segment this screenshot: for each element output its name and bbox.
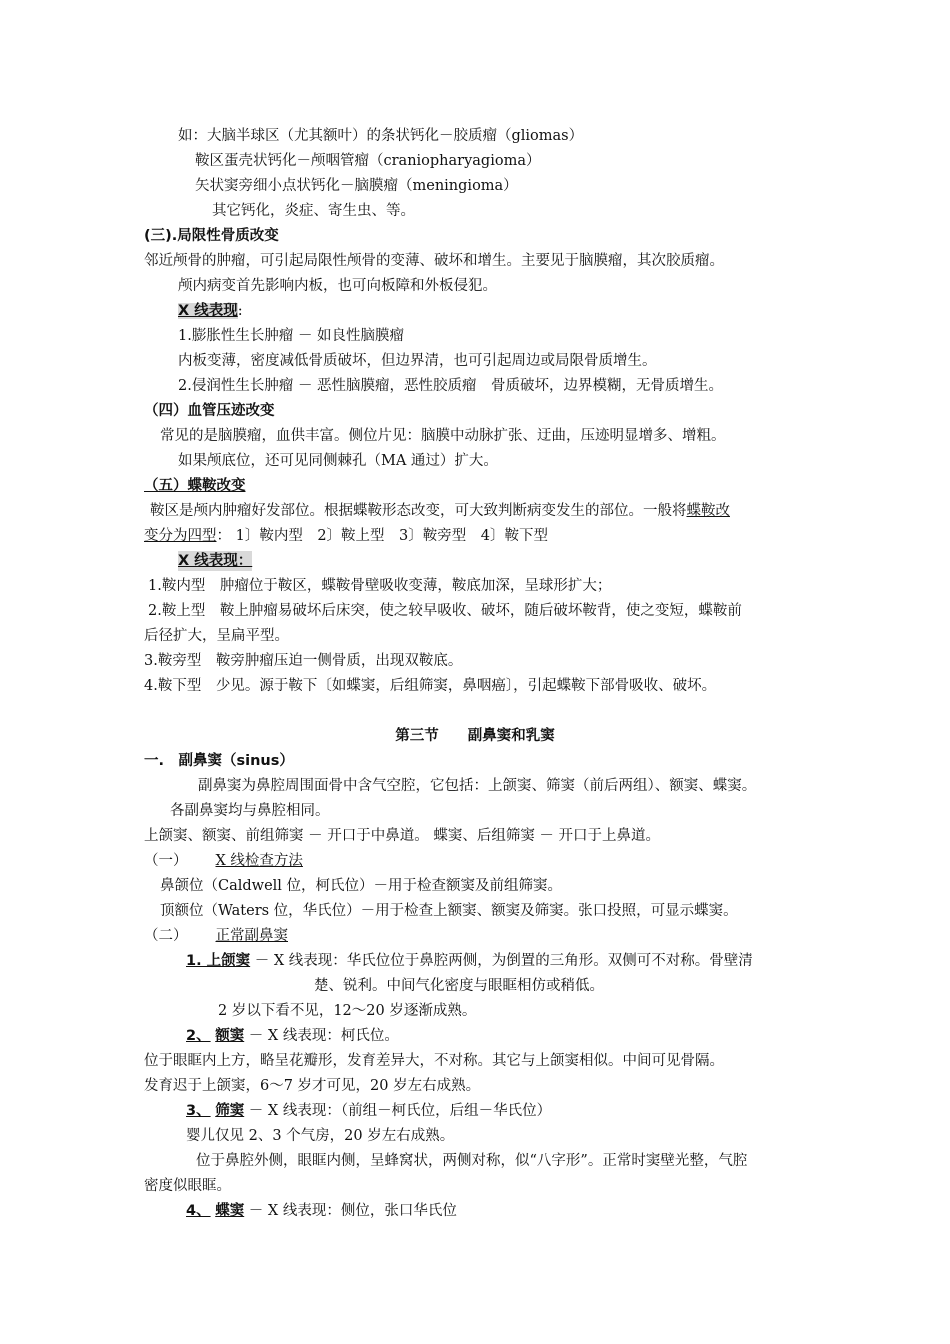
text-line: 婴儿仅见 2、3 个气房，20 岁左右成熟。 bbox=[186, 1128, 455, 1144]
text-line: 3.鞍旁型 鞍旁肿瘤压迫一侧骨质，出现双鞍底。 bbox=[144, 653, 463, 669]
text-span: － X 线表现：侧位，张口华氏位 bbox=[244, 1203, 457, 1219]
sub-title: 正常副鼻窦 bbox=[215, 928, 288, 944]
text-line bbox=[150, 501, 730, 521]
text-line: 2.侵润性生长肿瘤 － 恶性脑膜瘤，恶性胶质瘤 骨质破坏，边界模糊，无骨质增生。 bbox=[178, 378, 724, 394]
text-line: 2 岁以下看不见，12～20 岁逐渐成熟。 bbox=[218, 1003, 477, 1019]
text-line: 1.膨胀性生长肿瘤 － 如良性脑膜瘤 bbox=[178, 328, 405, 344]
sinus-number: 2、 bbox=[186, 1028, 211, 1044]
text-line: 颅内病变首先影响内板，也可向板障和外板侵犯。 bbox=[178, 278, 497, 294]
text-line: 发育迟于上颌窦，6～7 岁才可见，20 岁左右成熟。 bbox=[144, 1078, 481, 1094]
colon: : bbox=[237, 303, 243, 319]
text-line: 矢状窦旁细小点状钙化－脑膜瘤（meningioma） bbox=[195, 178, 518, 194]
text-span: － X 线表现：柯氏位。 bbox=[244, 1028, 399, 1044]
sinus-label: 蝶窦 bbox=[215, 1203, 245, 1219]
text-line: 顶额位（Waters 位，华氏位）－用于检查上额窦、额窦及筛窦。张口投照，可显示蝶窦。 bbox=[160, 903, 738, 919]
sinus-label: 额窦 bbox=[215, 1028, 245, 1044]
text-line: 楚、锐利。中间气化密度与眼眶相仿或稍低。 bbox=[314, 978, 604, 994]
text-line: 位于眼眶内上方，略呈花瓣形，发育差异大，不对称。其它与上颌窦相似。中间可见骨隔。 bbox=[144, 1053, 724, 1069]
text-line: 内板变薄，密度减低骨质破坏，但边界清，也可引起周边或局限骨质增生。 bbox=[178, 353, 657, 369]
sinus-label: 筛窦 bbox=[215, 1103, 245, 1119]
text-line: 密度似眼眶。 bbox=[144, 1178, 231, 1194]
text-line: 位于鼻腔外侧，眼眶内侧，呈蜂窝状，两侧对称，似“八字形”。正常时窦壁光整，气腔 bbox=[196, 1153, 748, 1169]
sub-number: （二） bbox=[144, 928, 188, 944]
text-line: 邻近颅骨的肿瘤，可引起局限性颅骨的变薄、破坏和增生。主要见于脑膜瘤，其次胶质瘤。 bbox=[144, 253, 724, 269]
text-span: － X 线表现：华氏位位于鼻腔两侧，为倒置的三角形。双侧可不对称。骨壁清 bbox=[250, 953, 753, 969]
heading-vascular-impression: （四）血管压迹改变 bbox=[144, 403, 275, 419]
underlined-text: 蝶鞍改 bbox=[686, 503, 730, 519]
text-line bbox=[186, 1026, 399, 1046]
text-line bbox=[144, 526, 548, 546]
xray-label: X 线表现 bbox=[178, 303, 238, 319]
subheading-normal-sinus bbox=[144, 926, 288, 946]
heading-local-bone-change: (三).局限性骨质改变 bbox=[144, 228, 279, 244]
text-line bbox=[186, 1101, 551, 1121]
text-line: 其它钙化，炎症、寄生虫、等。 bbox=[212, 203, 415, 219]
sinus-number: 4、 bbox=[186, 1203, 211, 1219]
sub-number: （一） bbox=[144, 853, 188, 869]
text-line: 各副鼻窦均与鼻腔相同。 bbox=[170, 803, 330, 819]
heading-sella-change: （五）蝶鞍改变 bbox=[144, 478, 246, 494]
text-line bbox=[186, 1201, 457, 1221]
sinus-number: 3、 bbox=[186, 1103, 211, 1119]
underlined-text: 变分为四型 bbox=[144, 528, 217, 544]
text-line: 后径扩大，呈扁平型。 bbox=[144, 628, 289, 644]
text-line: 上颌窦、额窦、前组筛窦 － 开口于中鼻道。 蝶窦、后组筛窦 － 开口于上鼻道。 bbox=[144, 828, 661, 844]
text-line: 副鼻窦为鼻腔周围面骨中含气空腔，它包括：上颌窦、筛窦（前后两组）、额窦、蝶窦。 bbox=[198, 778, 757, 794]
text-line: 1.鞍内型 肿瘤位于鞍区，蝶鞍骨壁吸收变薄，鞍底加深，呈球形扩大； bbox=[148, 578, 612, 594]
subheading-xray bbox=[178, 301, 243, 321]
heading-sinus: 一. 副鼻窦（sinus） bbox=[144, 753, 294, 769]
text-line bbox=[186, 951, 753, 971]
text-span: ： 1〕鞍内型 2〕鞍上型 3〕鞍旁型 4〕鞍下型 bbox=[216, 528, 549, 544]
text-line: 常见的是脑膜瘤，血供丰富。侧位片见：脑膜中动脉扩张、迂曲，压迹明显增多、增粗。 bbox=[160, 428, 726, 444]
text-line: 鼻颌位（Caldwell 位，柯氏位）－用于检查额窦及前组筛窦。 bbox=[160, 878, 563, 894]
sub-title: X 线检查方法 bbox=[215, 853, 303, 869]
section-title: 第三节 副鼻窦和乳窦 bbox=[395, 728, 555, 744]
sinus-label: 1. 上颌窦 bbox=[186, 953, 251, 969]
text-line: 如：大脑半球区（尤其额叶）的条状钙化－胶质瘤（gliomas） bbox=[178, 128, 584, 144]
text-span: － X 线表现：（前组－柯氏位，后组－华氏位） bbox=[244, 1103, 552, 1119]
subheading-xray-method bbox=[144, 851, 303, 871]
subheading-xray: X 线表现： bbox=[178, 553, 253, 569]
text-line: 如果颅底位，还可见同侧棘孔（MA 通过）扩大。 bbox=[178, 453, 498, 469]
text-line: 鞍区蛋壳状钙化－颅咽管瘤（craniopharyagioma） bbox=[195, 153, 541, 169]
text-line: 4.鞍下型 少见。源于鞍下〔如蝶窦，后组筛窦，鼻咽癌〕，引起蝶鞍下部骨吸收、破坏。 bbox=[144, 678, 717, 694]
text-line: 2.鞍上型 鞍上肿瘤易破坏后床突，使之较早吸收、破坏，随后破坏鞍背，使之变短，蝶鞍前 bbox=[148, 603, 742, 619]
text-span: 鞍区是颅内肿瘤好发部位。根据蝶鞍形态改变，可大致判断病变发生的部位。一般将 bbox=[150, 503, 687, 519]
